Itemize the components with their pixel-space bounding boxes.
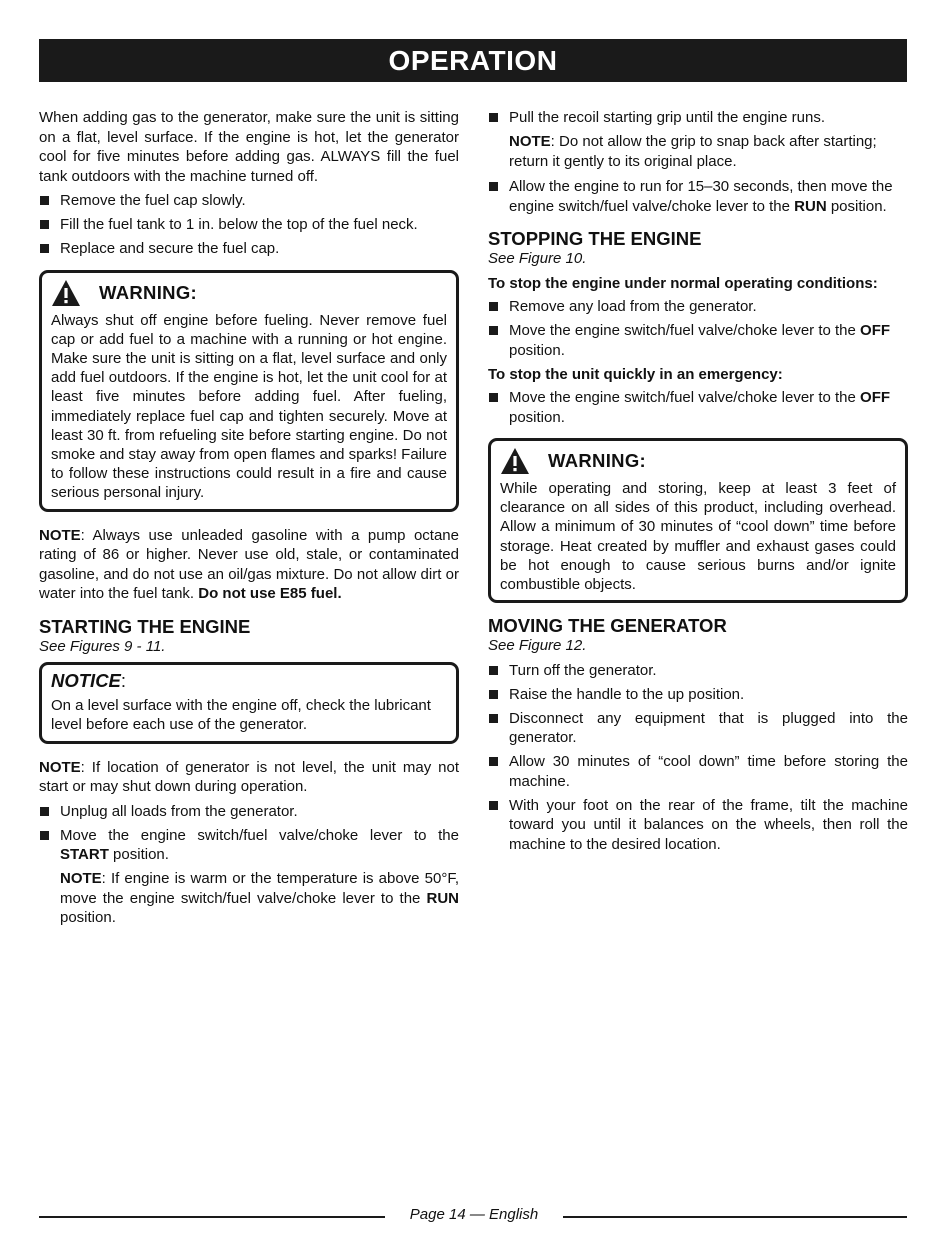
- bullet-square-icon: [489, 690, 498, 699]
- figure-reference: See Figure 10.: [488, 250, 587, 267]
- list-item: Raise the handle to the up position.: [488, 685, 908, 705]
- warm-engine-note: NOTE: If engine is warm or the temperature is above 50°F, move the engine switch/fuel valve/choke lever to the RUN position.: [60, 870, 459, 927]
- list-item: Remove any load from the generator.: [488, 297, 908, 317]
- level-note: NOTE: If location of generator is not level, the unit may not start or may shut down during operation.: [39, 758, 459, 796]
- bullet-square-icon: [40, 196, 49, 205]
- list-item: Replace and secure the fuel cap.: [39, 239, 459, 259]
- list-item: Disconnect any equipment that is plugged into the generator.: [488, 709, 908, 748]
- warning-triangle-icon: [500, 447, 530, 475]
- section-heading-starting: STARTING THE ENGINE: [39, 615, 251, 637]
- bullet-square-icon: [489, 393, 498, 402]
- list-item: Remove the fuel cap slowly.: [39, 191, 459, 211]
- footer-rule-left: [39, 1216, 385, 1218]
- list-item: Pull the recoil starting grip until the engine runs.: [488, 108, 908, 128]
- notice-title: NOTICE: [51, 670, 121, 692]
- page-title: OPERATION: [39, 39, 907, 82]
- figure-reference: See Figure 12.: [488, 637, 587, 655]
- bullet-square-icon: [489, 182, 498, 191]
- left-column: [39, 108, 459, 934]
- fueling-intro: When adding gas to the generator, make sure the unit is sitting on a flat, level surface. If the engine is hot, let the generator cool for five minutes before adding gas. ALWAYS fill the fuel tank outdoors with the machine turned off.: [39, 109, 459, 185]
- warning-text: Always shut off engine before fueling. Never remove fuel cap or add fuel to a machine with a running or hot engine. Make sure the unit is sitting on a flat, level surface and only add fuel outdoors. If the engine is hot, let the unit cool for at least five minutes before adding fuel. After fueling, immediately replace fuel cap and tighten securely. Move at least 30 ft. from refueling site before starting engine. Do not smoke and stay away from open flames and sparks! Failure to follow these instructions could result in a fire and cause serious personal injury.: [51, 311, 448, 502]
- normal-stop-subheading: To stop the engine under normal operating conditions:: [488, 274, 878, 292]
- moving-steps-list: [488, 661, 908, 855]
- notice-box: NOTICE: On a level surface with the engine off, check the lubricant level before each use of the generator.: [39, 662, 459, 744]
- fuel-steps-list: [39, 191, 459, 259]
- warning-triangle-icon: [51, 279, 81, 307]
- list-item: Unplug all loads from the generator.: [39, 802, 459, 822]
- bullet-square-icon: [40, 831, 49, 840]
- bullet-square-icon: [40, 807, 49, 816]
- bullet-square-icon: [489, 801, 498, 810]
- warning-title: WARNING:: [99, 281, 197, 303]
- fueling-warning-box: [39, 270, 459, 512]
- warning-text: While operating and storing, keep at least 3 feet of clearance on all sides of this product, including overhead. Allow a minimum of 30 minutes of “cool down” time before storage. Heat created by muffler and exhaust gases could be hot enough to cause serious burns and/or ignite combustible objects.: [500, 480, 896, 594]
- bullet-square-icon: [40, 244, 49, 253]
- bullet-square-icon: [489, 666, 498, 675]
- grip-note: NOTE: Do not allow the grip to snap back after starting; return it gently to its original place.: [509, 133, 877, 170]
- list-item: Move the engine switch/fuel valve/choke lever to the START position.: [39, 826, 459, 865]
- list-item: Allow the engine to run for 15–30 seconds, then move the engine switch/fuel valve/choke lever to the RUN position.: [488, 177, 908, 216]
- bullet-square-icon: [489, 757, 498, 766]
- section-heading-stopping: STOPPING THE ENGINE: [488, 228, 702, 249]
- footer-rule-right: [563, 1216, 907, 1218]
- emergency-stop-subheading: To stop the unit quickly in an emergency:: [488, 365, 783, 383]
- bullet-square-icon: [489, 326, 498, 335]
- list-item: Turn off the generator.: [488, 661, 908, 681]
- page-footer: Page 14 — English: [409, 1206, 539, 1223]
- list-item: Fill the fuel tank to 1 in. below the top of the fuel neck.: [39, 215, 459, 235]
- section-heading-moving: MOVING THE GENERATOR: [488, 615, 727, 637]
- bullet-square-icon: [489, 302, 498, 311]
- figure-reference: See Figures 9 - 11.: [39, 637, 166, 655]
- list-item: Move the engine switch/fuel valve/choke lever to the OFF position.: [488, 388, 908, 427]
- clearance-warning-box: [488, 438, 908, 603]
- warning-title: WARNING:: [548, 450, 646, 472]
- right-column: [488, 108, 908, 859]
- bullet-square-icon: [489, 714, 498, 723]
- bullet-square-icon: [489, 113, 498, 122]
- list-item: With your foot on the rear of the frame, tilt the machine toward you until it balances on the wheels, then roll the machine to the desired location.: [488, 796, 908, 855]
- gasoline-note: NOTE: Always use unleaded gasoline with a pump octane rating of 86 or higher. Never use old, stale, or contaminated gasoline, and do not use an oil/gas mixture. Do not allow dirt or water into the fuel tank. Do not use E85 fuel.: [39, 526, 459, 603]
- list-item: Allow 30 minutes of “cool down” time before storing the machine.: [488, 752, 908, 791]
- notice-text: On a level surface with the engine off, check the lubricant level before each use of the generator.: [51, 696, 431, 734]
- starting-steps-list: [39, 802, 459, 865]
- bullet-square-icon: [40, 220, 49, 229]
- list-item: Move the engine switch/fuel valve/choke lever to the OFF position.: [488, 321, 908, 360]
